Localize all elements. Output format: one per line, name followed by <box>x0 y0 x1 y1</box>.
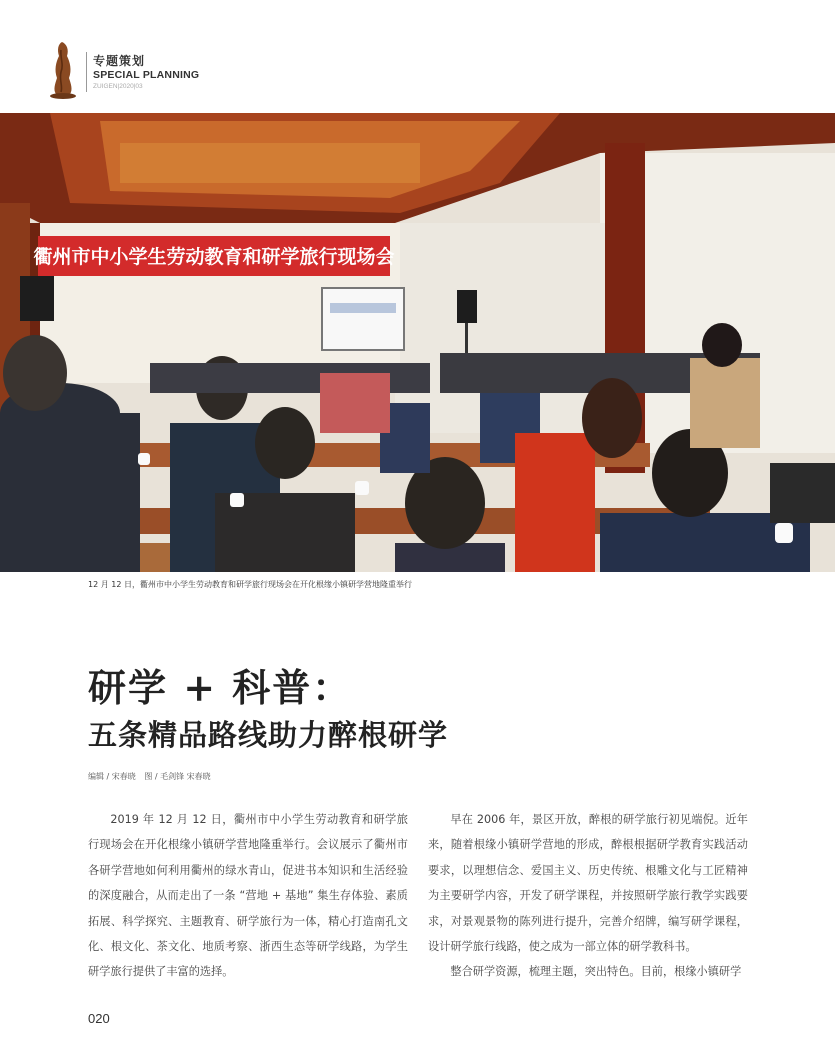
banner-text: 衢州市中小学生劳动教育和研学旅行现场会 <box>33 246 395 268</box>
page-number: 020 <box>88 1011 110 1026</box>
photo-caption: 12 月 12 日，衢州市中小学生劳动教育和研学旅行现场会在开化根缘小镇研学营地隆重举行 <box>88 580 412 589</box>
section-title-en: SPECIAL PLANNING <box>93 69 200 81</box>
paragraph: 2019 年 12 月 12 日，衢州市中小学生劳动教育和研学旅行现场会在开化根缘小镇研学营地隆重举行。会议展示了衢州市各研学营地如何利用衢州的绿水青山，促进书本知识和生活经验的深度融合，从而走出了一条 “营地 + 基地” 集生存体验、素质拓展、科学探究、主题教育、研学旅行为一体，精心打造南孔文化、根文化、茶文化、地质考察、浙西生态等研学线路，为学生研学旅行提供了丰富的选择。 <box>88 813 408 979</box>
body-column-left <box>88 807 408 985</box>
body-column-right <box>428 807 748 985</box>
paragraph: 整合研学资源，梳理主题，突出特色。目前，根缘小镇研学 <box>450 965 742 979</box>
issue-label: ZUIGEN|2020|03 <box>93 83 143 90</box>
article-subtitle: 五条精品路线助力醉根研学 <box>88 718 449 752</box>
paragraph: 早在 2006 年，景区开放，醉根的研学旅行初见端倪。近年来，随着根缘小镇研学营地的形成，醉根根据研学教育实践活动要求，以理想信念、爱国主义、历史传统、根雕文化与工匠精神为主要研学内容，开发了研学课程，并按照研学旅行教学实践要求，对景观景物的陈列进行提升，完善介绍牌，编写研学课程，设计研学旅行线路，使之成为一部立体的研学教科书。 <box>428 813 748 954</box>
header-divider <box>86 52 87 92</box>
photo-credit: 图 / 毛剑锋 宋春晓 <box>144 772 211 781</box>
section-title-cn: 专题策划 <box>93 54 146 68</box>
editor-credit: 编辑 / 宋春晓 <box>88 772 136 781</box>
root-carving-logo-icon <box>48 40 78 100</box>
article-credits <box>88 771 217 782</box>
conference-photo <box>0 113 835 572</box>
article-title: 研学 + 科普： <box>88 665 353 710</box>
